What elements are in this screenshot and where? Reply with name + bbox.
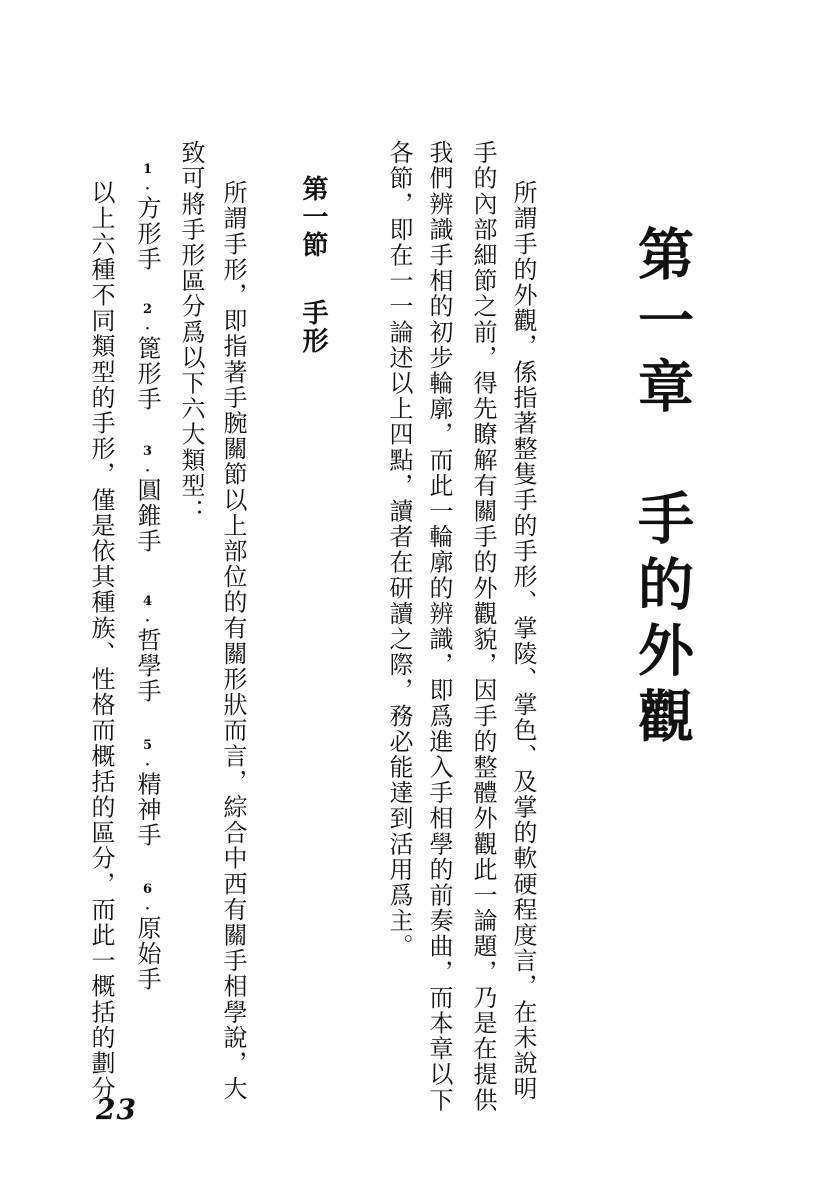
hand-type-item: 5.精神手: [133, 738, 161, 849]
section-heading: [296, 175, 330, 355]
section-number: 第一節: [298, 175, 328, 259]
hand-type-item: 3.圓錐手: [133, 444, 161, 555]
chapter-title: 第一章 手的外觀: [629, 225, 695, 753]
intro-line-2: 手的內部細節之前，得先瞭解有關手的外觀貌，因手的整體外觀此一論題，乃是在提供: [469, 140, 497, 1113]
intro-line-3: 我們辨識手相的初步輪廓，而此一輪廓的辨識，即爲進入手相學的前奏曲，而本章以下: [425, 140, 453, 1113]
intro-line-4: 各節，即在一一論述以上四點，讀者在研讀之際，務必能達到活用爲主。: [385, 140, 413, 960]
hand-type-list: [128, 162, 162, 1002]
section-line-1: 所謂手形，即指著手腕關節以上部位的有關形狀而言，綜合中西有關手相學說，大: [219, 180, 247, 1102]
section-line-2: 致可將手形區分爲以下六大類型：: [177, 140, 205, 524]
hand-type-item: 4.哲學手: [133, 594, 161, 705]
hand-type-item: 1.方形手: [133, 162, 161, 273]
hand-type-item: 2.篦形手: [133, 302, 161, 413]
hand-type-item: 6.原始手: [133, 882, 161, 993]
section-title: 手形: [298, 299, 328, 355]
closing-line-1: 以上六種不同類型的手形，僅是依其種族、性格而概括的區分，而此一概括的劃分: [87, 180, 115, 1102]
page-number: 23: [96, 1093, 137, 1126]
intro-line-1: 所謂手的外觀，係指著整隻手的手形、掌陵、掌色、及掌的軟硬程度言，在未說明: [509, 180, 537, 1102]
